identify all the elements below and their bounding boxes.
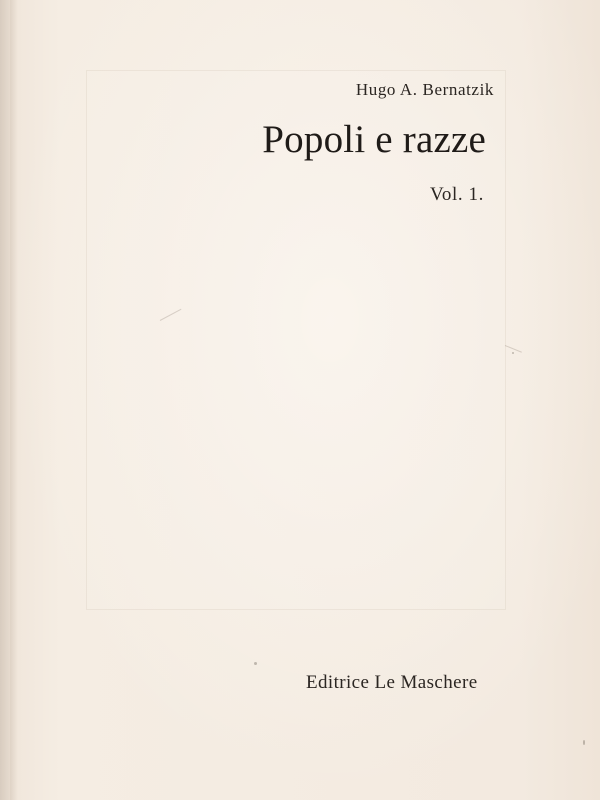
paper-speck: [583, 740, 585, 745]
publisher-name: Editrice Le Maschere: [306, 672, 478, 693]
gutter-shadow: [10, 0, 18, 800]
paper-speck: [512, 352, 514, 354]
book-title: Popoli e razze: [262, 118, 486, 161]
volume-number: Vol. 1.: [429, 184, 484, 205]
page-spine-edge: [0, 0, 10, 800]
paper-speck: [254, 662, 257, 665]
author-name: Hugo A. Bernatzik: [355, 80, 494, 99]
